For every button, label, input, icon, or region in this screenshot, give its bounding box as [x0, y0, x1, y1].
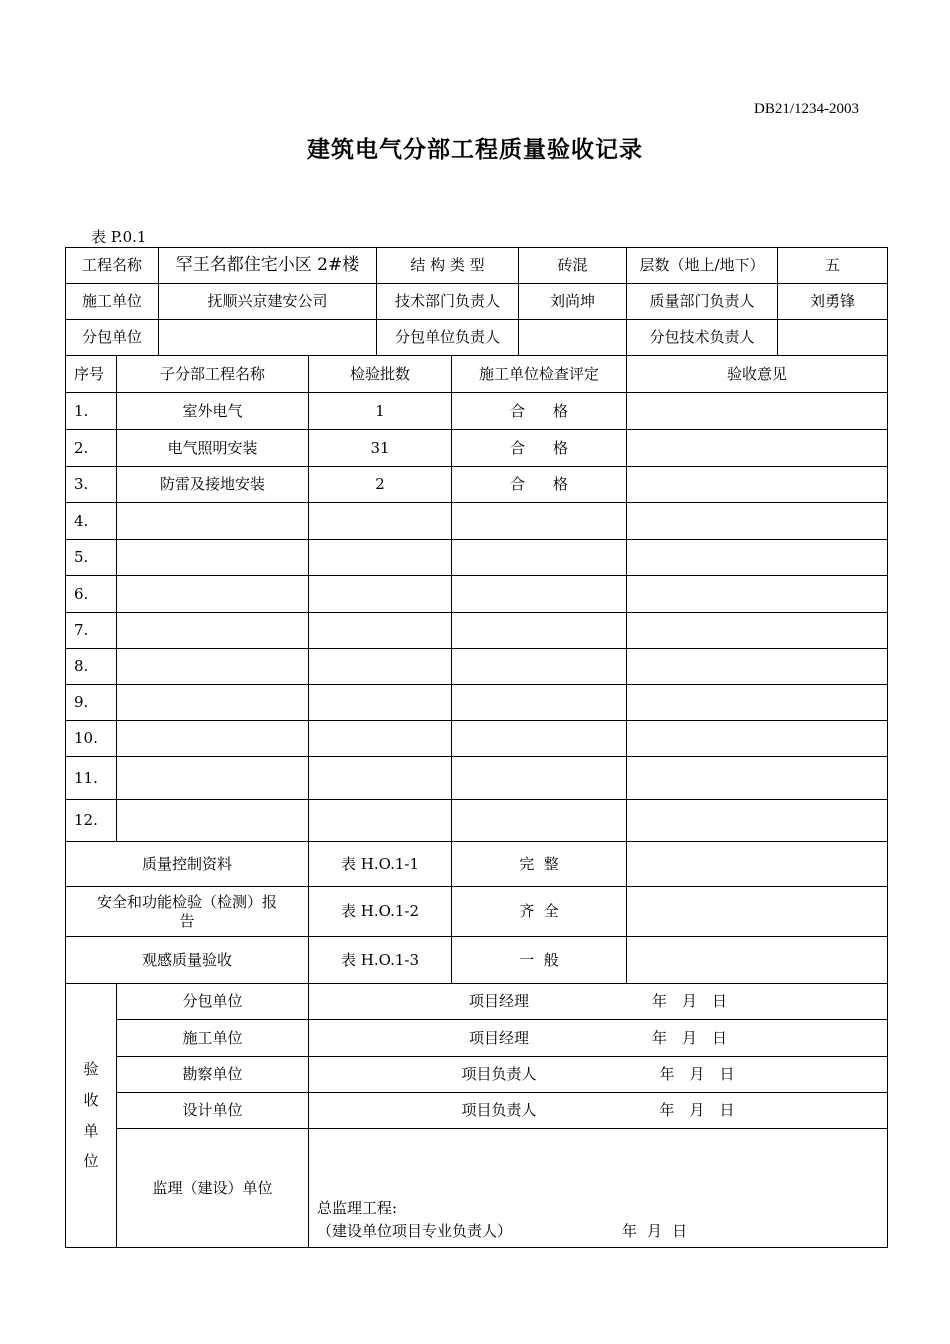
header-batches: 检验批数: [309, 356, 452, 393]
signature-role: 项目经理: [468, 1028, 529, 1047]
item-eval-char: 合: [510, 438, 526, 457]
check-opinion: [627, 937, 888, 984]
item-batches: [309, 757, 452, 800]
table-row: [66, 393, 888, 430]
item-name: [117, 649, 309, 685]
item-opinion: [627, 800, 888, 842]
sub-project-items: [66, 356, 888, 842]
check-label: 安全和功能检验（检测）报告: [66, 887, 309, 937]
floors-value: 五: [778, 248, 888, 284]
item-name: [117, 757, 309, 800]
item-no: 1.: [66, 393, 117, 430]
acceptance-row: [66, 1020, 888, 1057]
item-opinion: [627, 576, 888, 613]
acceptance-row: [66, 1093, 888, 1129]
item-opinion: [627, 430, 888, 467]
item-eval: [452, 430, 627, 467]
table-row: [66, 540, 888, 576]
item-eval: [452, 757, 627, 800]
table-row: [66, 503, 888, 540]
owner-rep-line: [317, 1220, 887, 1243]
tech-head-label: 技术部门负责人: [377, 284, 519, 320]
project-name-label: 工程名称: [66, 248, 159, 284]
item-name: [117, 721, 309, 757]
table-row: [66, 649, 888, 685]
item-eval-char: 合: [510, 475, 526, 494]
sub-head-label: 分包单位负责人: [377, 320, 519, 356]
check-result: 一 般: [452, 937, 627, 984]
acceptance-side-label: [66, 984, 117, 1248]
item-eval: [452, 800, 627, 842]
supervisor-date: [612, 1222, 687, 1240]
date-day: 日: [719, 1101, 735, 1120]
item-no: 4.: [66, 503, 117, 540]
item-no: 2.: [66, 430, 117, 467]
table-row: [66, 576, 888, 613]
table-number: 表 P.0.1: [91, 228, 147, 246]
item-name: [117, 576, 309, 613]
floors-label: 层数（地上/地下）: [627, 248, 778, 284]
supervisor-row: [66, 1129, 888, 1248]
check-opinion: [627, 887, 888, 937]
sub-tech-label: 分包技术负责人: [627, 320, 778, 356]
structure-type-value: 砖混: [519, 248, 627, 284]
table-row: [66, 467, 888, 503]
quality-head-value: 刘勇锋: [778, 284, 888, 320]
item-name: 防雷及接地安装: [117, 467, 309, 503]
contractor-label: 施工单位: [66, 284, 159, 320]
check-result: 完 整: [452, 842, 627, 887]
signature-cell: [309, 1093, 888, 1129]
item-name: 电气照明安装: [117, 430, 309, 467]
item-batches: [309, 649, 452, 685]
item-batches: [309, 685, 452, 721]
item-eval: [452, 576, 627, 613]
acceptance-unit: 设计单位: [117, 1093, 309, 1129]
item-batches: 31: [309, 430, 452, 467]
item-batches: [309, 576, 452, 613]
check-result: 齐 全: [452, 887, 627, 937]
acceptance-row: [66, 1057, 888, 1093]
table-row: [66, 721, 888, 757]
item-eval: [452, 503, 627, 540]
item-eval: [452, 540, 627, 576]
table-row: [66, 757, 888, 800]
check-ref: 表 H.O.1-2: [309, 887, 452, 937]
item-batches: [309, 503, 452, 540]
quality-checks: [66, 842, 888, 984]
date-year: 年: [659, 1065, 675, 1084]
acceptance-record-table: [65, 247, 888, 1248]
owner-rep-label: （建设单位项目专业负责人）: [317, 1221, 513, 1240]
item-eval-char: 格: [553, 438, 569, 457]
item-batches: [309, 721, 452, 757]
item-no: 11.: [66, 757, 117, 800]
item-no: 5.: [66, 540, 117, 576]
check-label: 观感质量验收: [66, 937, 309, 984]
item-no: 12.: [66, 800, 117, 842]
item-eval: [452, 393, 627, 430]
header-opinion: 验收意见: [627, 356, 888, 393]
date-day: 日: [719, 1065, 735, 1084]
item-opinion: [627, 503, 888, 540]
item-batches: [309, 540, 452, 576]
item-no: 3.: [66, 467, 117, 503]
tech-head-value: 刘尚坤: [519, 284, 627, 320]
sub-head-value: [519, 320, 627, 356]
date-year: 年: [659, 1101, 675, 1120]
item-eval: [452, 721, 627, 757]
sub-unit-value: [159, 320, 377, 356]
date-month: 月: [682, 1028, 698, 1047]
date-month: 月: [689, 1101, 705, 1120]
date-month: 月: [682, 992, 698, 1011]
item-eval: [452, 467, 627, 503]
signature-cell: [309, 1020, 888, 1057]
item-opinion: [627, 649, 888, 685]
item-no: 7.: [66, 613, 117, 649]
item-no: 6.: [66, 576, 117, 613]
date-year: 年: [622, 1221, 638, 1240]
acceptance-unit: 施工单位: [117, 1020, 309, 1057]
item-opinion: [627, 393, 888, 430]
signature-date: [637, 1029, 727, 1047]
date-day: 日: [672, 1221, 688, 1240]
header-name: 子分部工程名称: [117, 356, 309, 393]
side-label-char: 位: [83, 1152, 99, 1171]
item-eval-char: 合: [510, 401, 526, 420]
supervisor-unit: 监理（建设）单位: [117, 1129, 309, 1248]
item-no: 10.: [66, 721, 117, 757]
acceptance-row: [66, 984, 888, 1020]
sub-unit-label: 分包单位: [66, 320, 159, 356]
signature-date: [645, 1065, 735, 1083]
check-opinion: [627, 842, 888, 887]
signature-cell: [309, 984, 888, 1020]
signature-role: 项目负责人: [461, 1101, 537, 1120]
supervisor-signature-cell: [309, 1129, 888, 1248]
signature-date: [637, 992, 727, 1010]
item-opinion: [627, 685, 888, 721]
item-opinion: [627, 721, 888, 757]
item-name: [117, 613, 309, 649]
signature-cell: [309, 1057, 888, 1093]
item-opinion: [627, 467, 888, 503]
side-label-char: 单: [83, 1121, 99, 1140]
acceptance-unit: 分包单位: [117, 984, 309, 1020]
date-year: 年: [652, 1028, 668, 1047]
item-batches: 1: [309, 393, 452, 430]
item-eval: [452, 613, 627, 649]
table-row: [66, 800, 888, 842]
item-batches: [309, 800, 452, 842]
item-no: 9.: [66, 685, 117, 721]
table-row: [66, 685, 888, 721]
date-month: 月: [647, 1221, 663, 1240]
item-name: [117, 800, 309, 842]
item-name: 室外电气: [117, 393, 309, 430]
item-opinion: [627, 540, 888, 576]
check-row: [66, 842, 888, 887]
check-label: 质量控制资料: [66, 842, 309, 887]
check-ref: 表 H.O.1-1: [309, 842, 452, 887]
item-name: [117, 540, 309, 576]
signature-date: [645, 1101, 735, 1119]
item-opinion: [627, 757, 888, 800]
sub-tech-value: [778, 320, 888, 356]
signature-role: 项目经理: [468, 992, 529, 1011]
quality-head-label: 质量部门负责人: [627, 284, 778, 320]
date-day: 日: [712, 992, 728, 1011]
chief-supervisor-label: 总监理工程:: [317, 1198, 398, 1217]
date-year: 年: [652, 992, 668, 1011]
item-no: 8.: [66, 649, 117, 685]
signature-role: 项目负责人: [461, 1065, 537, 1084]
side-label-char: 收: [83, 1090, 99, 1109]
header-no: 序号: [66, 356, 117, 393]
contractor-value: 抚顺兴京建安公司: [159, 284, 377, 320]
item-opinion: [627, 613, 888, 649]
standard-number: DB21/1234-2003: [754, 101, 859, 117]
table-row: [66, 430, 888, 467]
item-batches: [309, 613, 452, 649]
date-day: 日: [712, 1028, 728, 1047]
acceptance-unit: 勘察单位: [117, 1057, 309, 1093]
item-eval-char: 格: [553, 401, 569, 420]
check-row: [66, 887, 888, 937]
check-ref: 表 H.O.1-3: [309, 937, 452, 984]
date-month: 月: [689, 1065, 705, 1084]
project-name-value: 罕王名都住宅小区 2#楼: [159, 248, 377, 284]
project-info-section: [66, 248, 888, 356]
item-eval-char: 格: [553, 475, 569, 494]
side-label-char: 验: [83, 1060, 99, 1078]
item-name: [117, 685, 309, 721]
acceptance-units: [66, 984, 888, 1248]
header-eval: 施工单位检查评定: [452, 356, 627, 393]
check-row: [66, 937, 888, 984]
item-eval: [452, 649, 627, 685]
item-name: [117, 503, 309, 540]
page-title: 建筑电气分部工程质量验收记录: [307, 136, 643, 163]
item-batches: 2: [309, 467, 452, 503]
item-eval: [452, 685, 627, 721]
table-row: [66, 613, 888, 649]
structure-type-label: 结 构 类 型: [377, 248, 519, 284]
